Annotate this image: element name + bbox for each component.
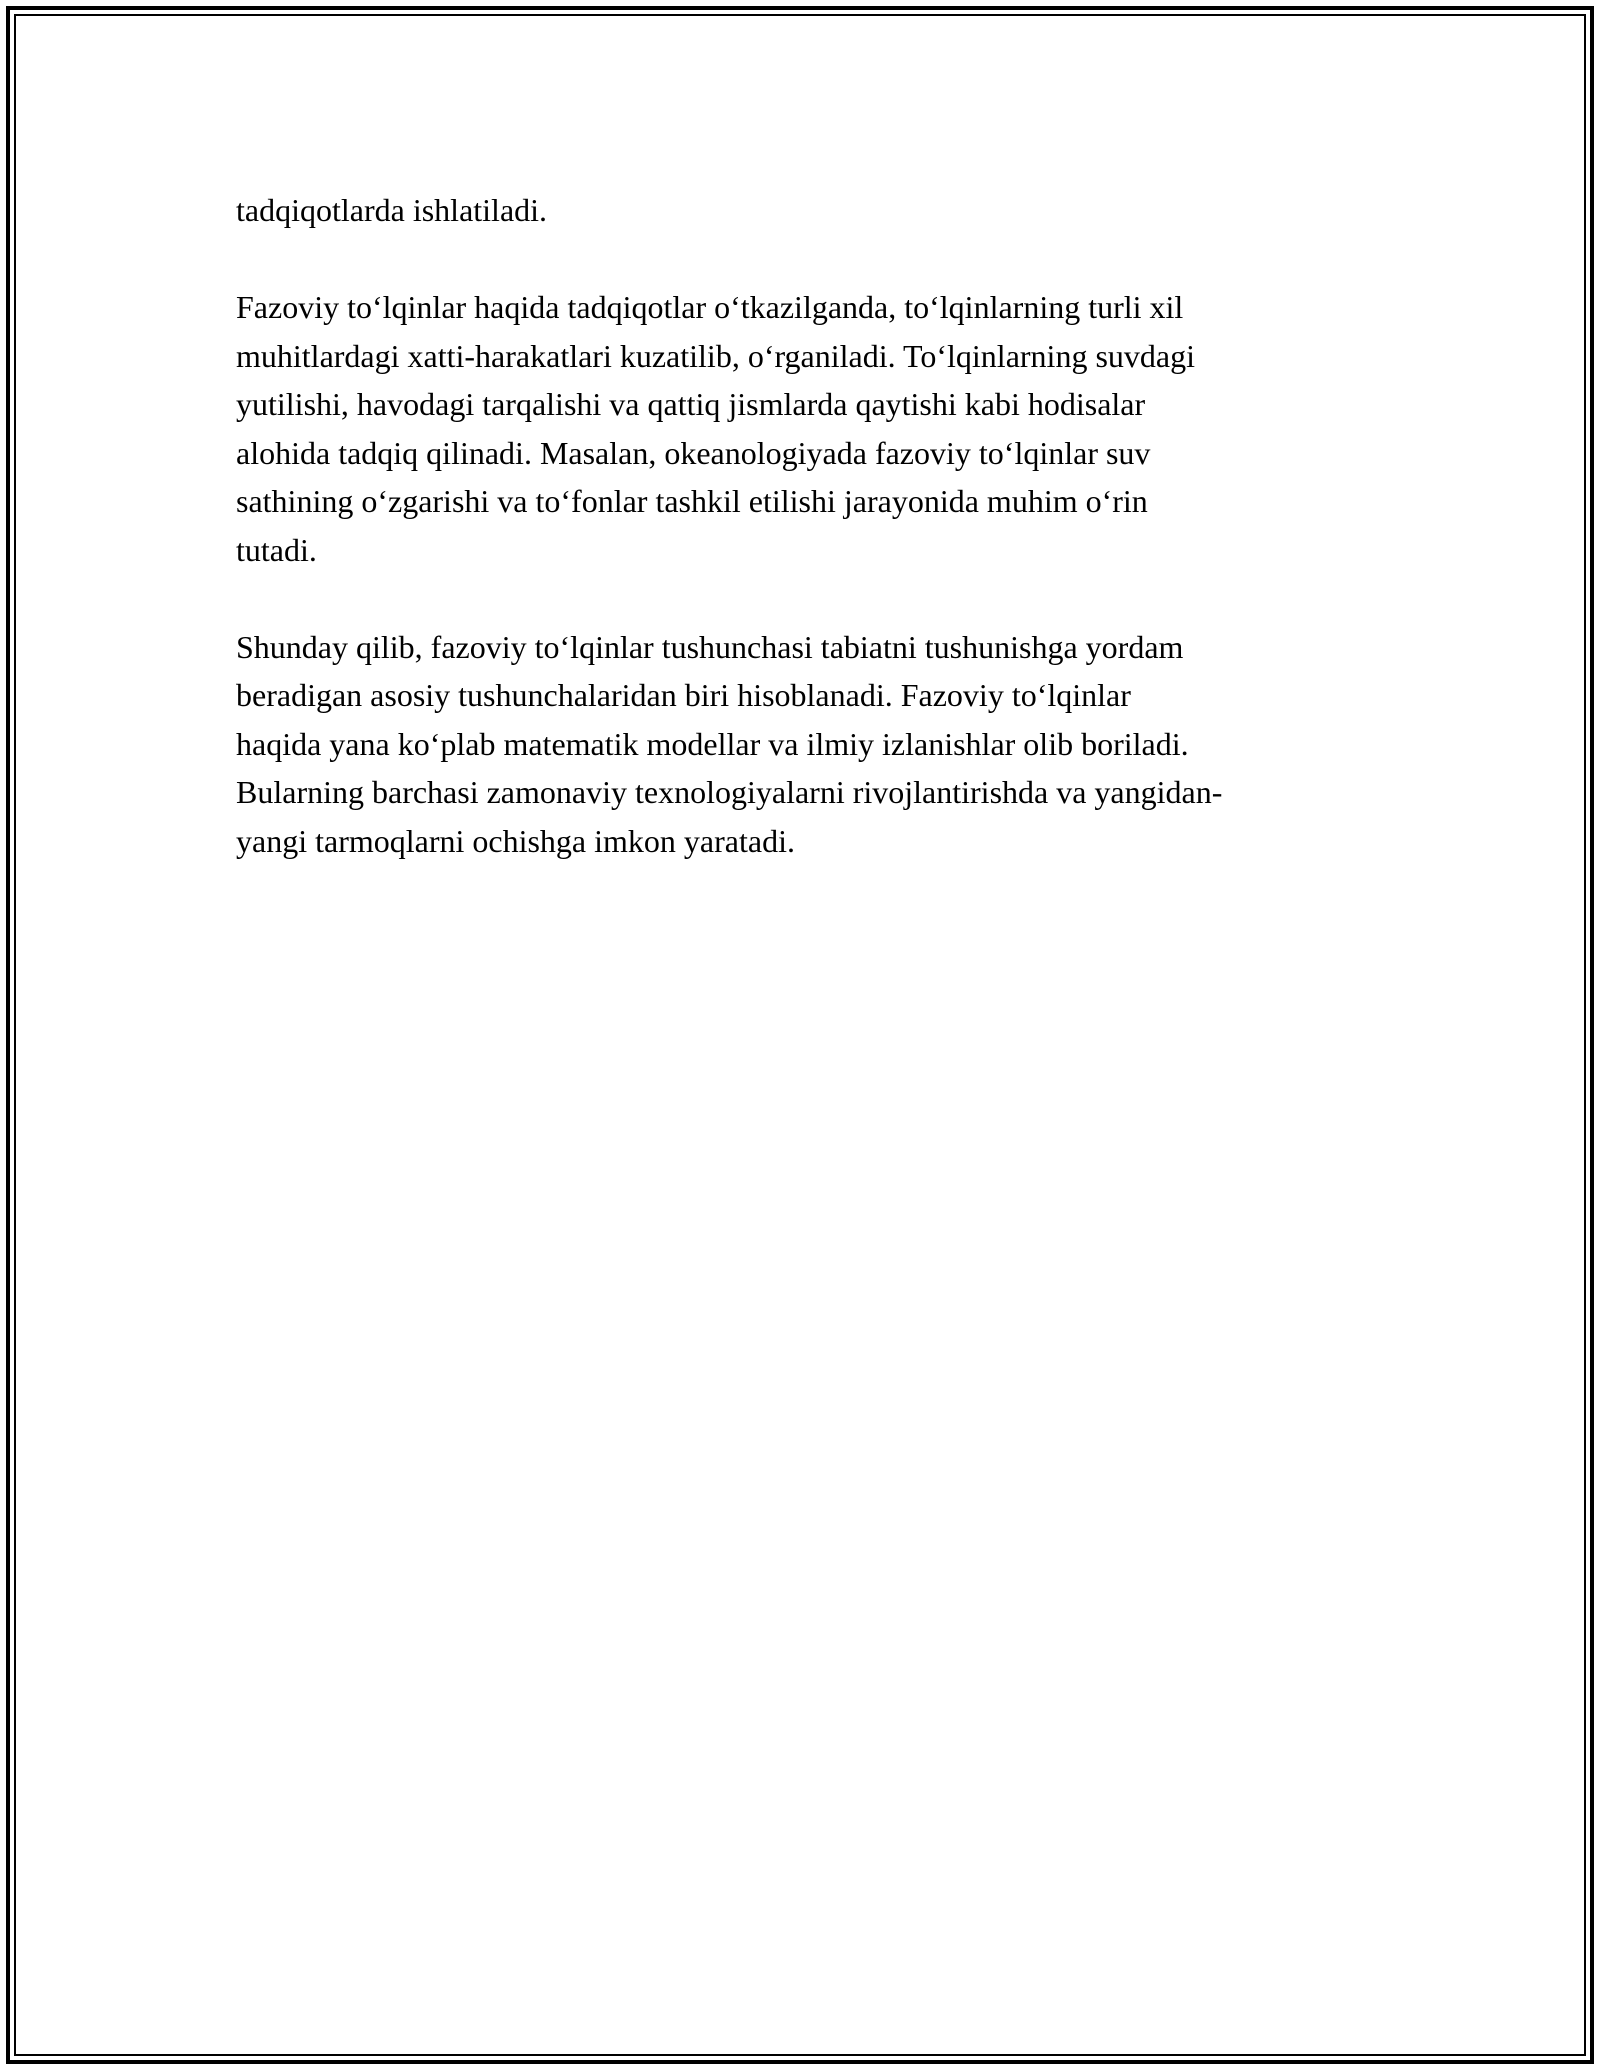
- paragraph-gap: [236, 574, 1376, 623]
- text-line: beradigan asosiy tushunchalaridan biri hisoblanadi. Fazoviy to‘lqinlar: [236, 677, 1131, 713]
- text-line: tadqiqotlarda ishlatiladi.: [236, 192, 548, 228]
- paragraph: [236, 283, 1376, 574]
- text-line: Shunday qilib, fazoviy to‘lqinlar tushunchasi tabiatni tushunishga yordam: [236, 628, 1184, 665]
- text-line: alohida tadqiq qilinadi. Masalan, okeanologiyada fazoviy to‘lqinlar suv: [236, 434, 1151, 471]
- text-line: sathining o‘zgarishi va to‘fonlar tashkil etilishi jarayonida muhim o‘rin: [236, 483, 1148, 519]
- text-line: yangi tarmoqlarni ochishga imkon yaratadi.: [236, 822, 795, 859]
- text-line: yutilishi, havodagi tarqalishi va qattiq jismlarda qaytishi kabi hodisalar: [236, 386, 1146, 422]
- text-line: Bularning barchasi zamonaviy texnologiyalarni rivojlantirishda va yangidan-: [236, 774, 1223, 810]
- text-line: haqida yana ko‘plab matematik modellar va ilmiy izlanishlar olib boriladi.: [236, 725, 1189, 762]
- paragraph-gap: [236, 235, 1376, 284]
- text-line: tutadi.: [236, 531, 317, 568]
- text-line: Fazoviy to‘lqinlar haqida tadqiqotlar o‘tkazilganda, to‘lqinlarning turli xil: [236, 289, 1184, 325]
- paragraph: [236, 186, 1376, 235]
- text-line: muhitlardagi xatti-harakatlari kuzatilib, o‘rganiladi. To‘lqinlarning suvdagi: [236, 337, 1195, 374]
- document-body: [236, 186, 1376, 865]
- paragraph: [236, 623, 1376, 866]
